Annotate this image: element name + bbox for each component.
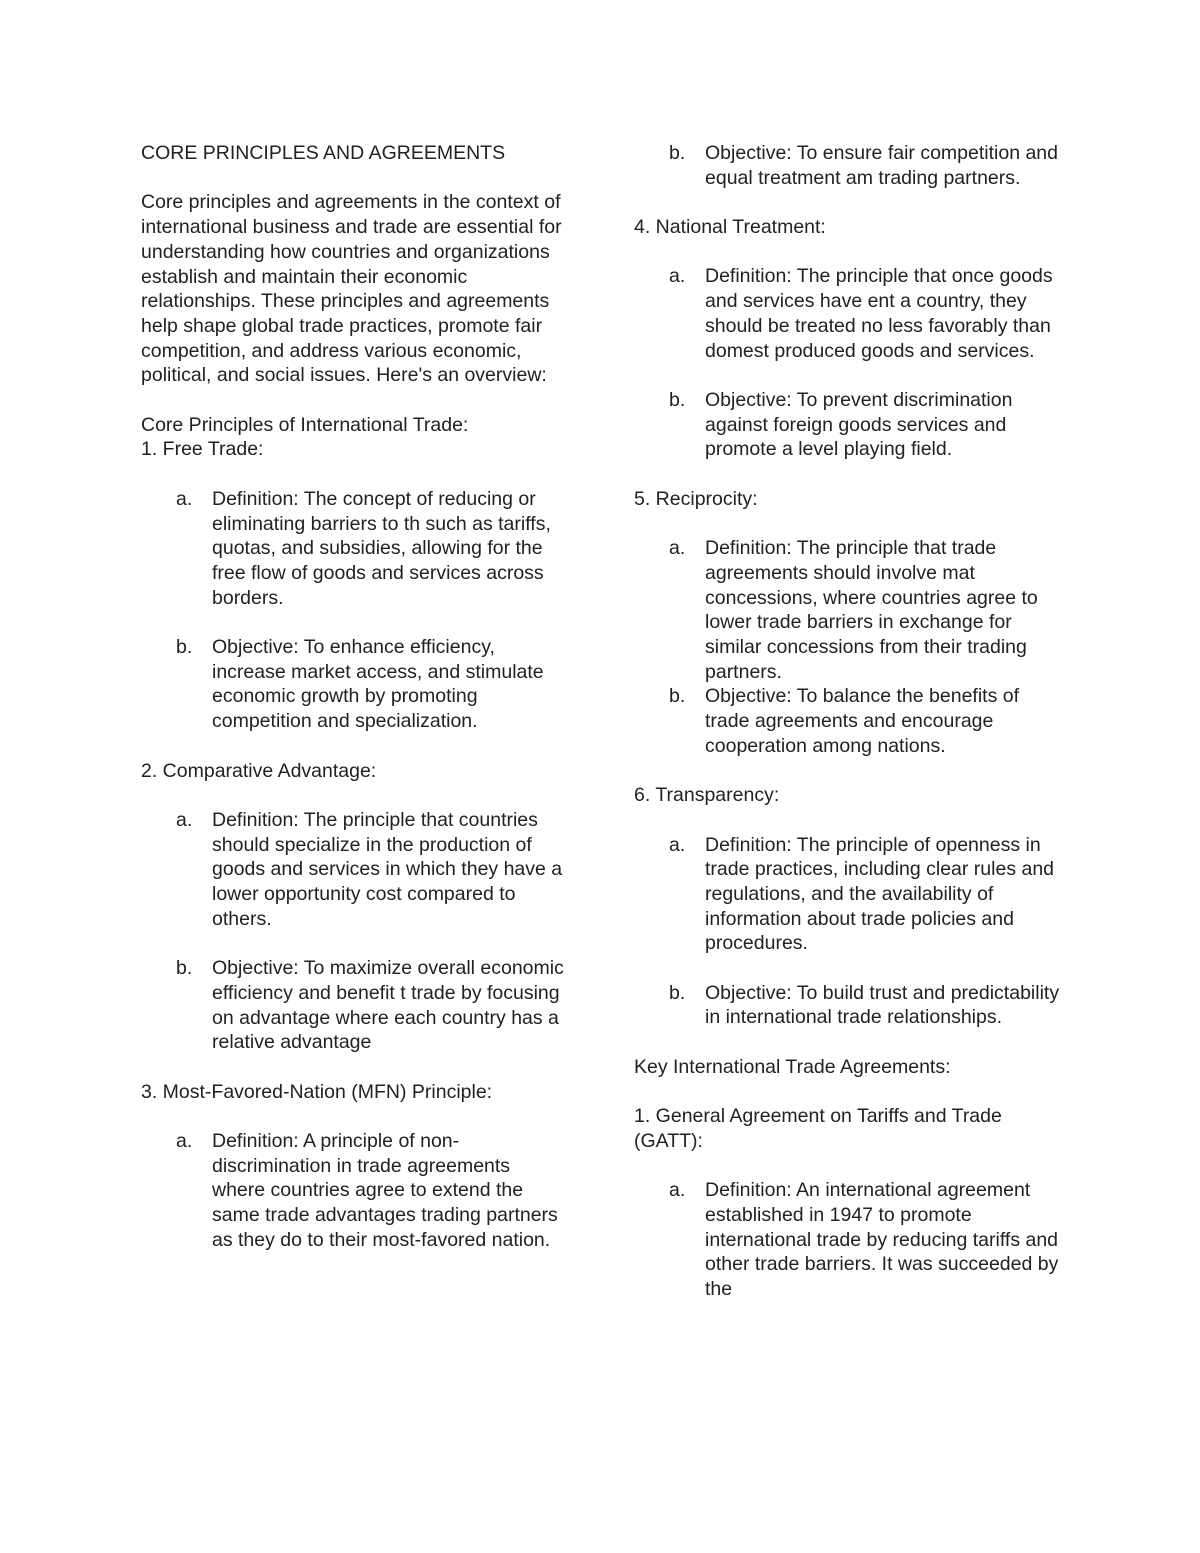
list-marker: a.	[176, 487, 193, 510]
list-item-text: Objective: To build trust and predictability in international trade relationships.	[705, 981, 1060, 1029]
list-marker: a.	[176, 1129, 193, 1152]
list-item-text: Definition: The principle that countries should specialize in the production of goods and services in which they have a lower opportunity cost compared to others.	[212, 808, 563, 930]
gatt-definition	[634, 1178, 1064, 1302]
list-marker: a.	[669, 1179, 686, 1202]
document-title: CORE PRINCIPLES AND AGREEMENTS	[141, 142, 506, 164]
transparency-definition	[634, 833, 1064, 957]
list-marker: a.	[669, 265, 686, 288]
intro-paragraph: Core principles and agreements in the context of international business and trade are essential for understanding how countries and organizations establish and maintain their economic relationships. These principles and agreements help shape global trade practices, promote fair competition, and address various economic, political, and social issues. Here's an overview:	[141, 191, 562, 387]
mfn-definition	[141, 1129, 566, 1253]
list-marker: b.	[669, 685, 686, 708]
right-column	[634, 141, 1064, 1302]
list-marker: a.	[669, 833, 686, 856]
reciprocity-objective	[634, 684, 1064, 758]
free-trade-heading: 1. Free Trade:	[141, 438, 264, 461]
list-marker: a.	[669, 537, 686, 560]
national-treatment-heading: 4. National Treatment:	[634, 216, 826, 239]
reciprocity-definition	[634, 536, 1064, 684]
comparative-advantage-heading: 2. Comparative Advantage:	[141, 759, 377, 782]
left-column	[141, 141, 566, 1253]
list-item-text: Definition: A principle of non-discrimination in trade agreements where countries agree to extend the same trade advantages trading partners as they do to their most-favored nation.	[212, 1129, 558, 1251]
mfn-objective	[634, 141, 1064, 190]
list-item-text: Objective: To balance the benefits of trade agreements and encourage cooperation among nations.	[705, 685, 1020, 757]
list-item-text: Objective: To maximize overall economic efficiency and benefit t trade by focusing on advantage where each country has a relative advantage	[212, 957, 564, 1054]
free-trade-objective	[141, 635, 566, 734]
transparency-objective	[634, 981, 1064, 1030]
list-item-text: Objective: To enhance efficiency, increase market access, and stimulate economic growth by promoting competition and specialization.	[212, 636, 544, 733]
core-principles-heading: Core Principles of International Trade:	[141, 413, 469, 436]
gatt-heading: 1. General Agreement on Tariffs and Trade (GATT):	[634, 1105, 1002, 1152]
national-treatment-objective	[634, 388, 1064, 462]
comparative-advantage-objective	[141, 956, 566, 1055]
list-marker: a.	[176, 808, 193, 831]
list-item-text: Definition: The principle that trade agreements should involve mat concessions, where countries agree to lower trade barriers in exchange for similar concessions from their trading partners.	[705, 537, 1038, 683]
comparative-advantage-definition	[141, 808, 566, 932]
free-trade-definition	[141, 487, 566, 611]
list-item-text: Definition: An international agreement established in 1947 to promote international trade by reducing tariffs and other trade barriers. It was succeeded by the	[705, 1179, 1059, 1301]
list-marker: b.	[669, 142, 686, 164]
list-marker: b.	[669, 388, 686, 411]
list-item-text: Objective: To prevent discrimination against foreign goods services and promote a level playing field.	[705, 388, 1013, 461]
list-item-text: Definition: The concept of reducing or eliminating barriers to th such as tariffs, quotas, and subsidies, allowing for the free flow of goods and services across borders.	[212, 487, 551, 609]
reciprocity-heading: 5. Reciprocity:	[634, 487, 758, 510]
list-marker: b.	[176, 636, 193, 658]
mfn-heading: 3. Most-Favored-Nation (MFN) Principle:	[141, 1080, 493, 1103]
transparency-heading: 6. Transparency:	[634, 784, 780, 807]
key-agreements-heading: Key International Trade Agreements:	[634, 1055, 951, 1078]
list-marker: b.	[176, 957, 193, 980]
list-item-text: Definition: The principle that once goods and services have ent a country, they should be treated no less favorably than domest produced goods and services.	[705, 265, 1053, 362]
list-item-text: Definition: The principle of openness in trade practices, including clear rules and regulations, and the availability of information about trade policies and procedures.	[705, 833, 1055, 955]
list-item-text: Objective: To ensure fair competition and equal treatment am trading partners.	[705, 142, 1058, 189]
national-treatment-definition	[634, 264, 1064, 363]
list-marker: b.	[669, 981, 686, 1004]
